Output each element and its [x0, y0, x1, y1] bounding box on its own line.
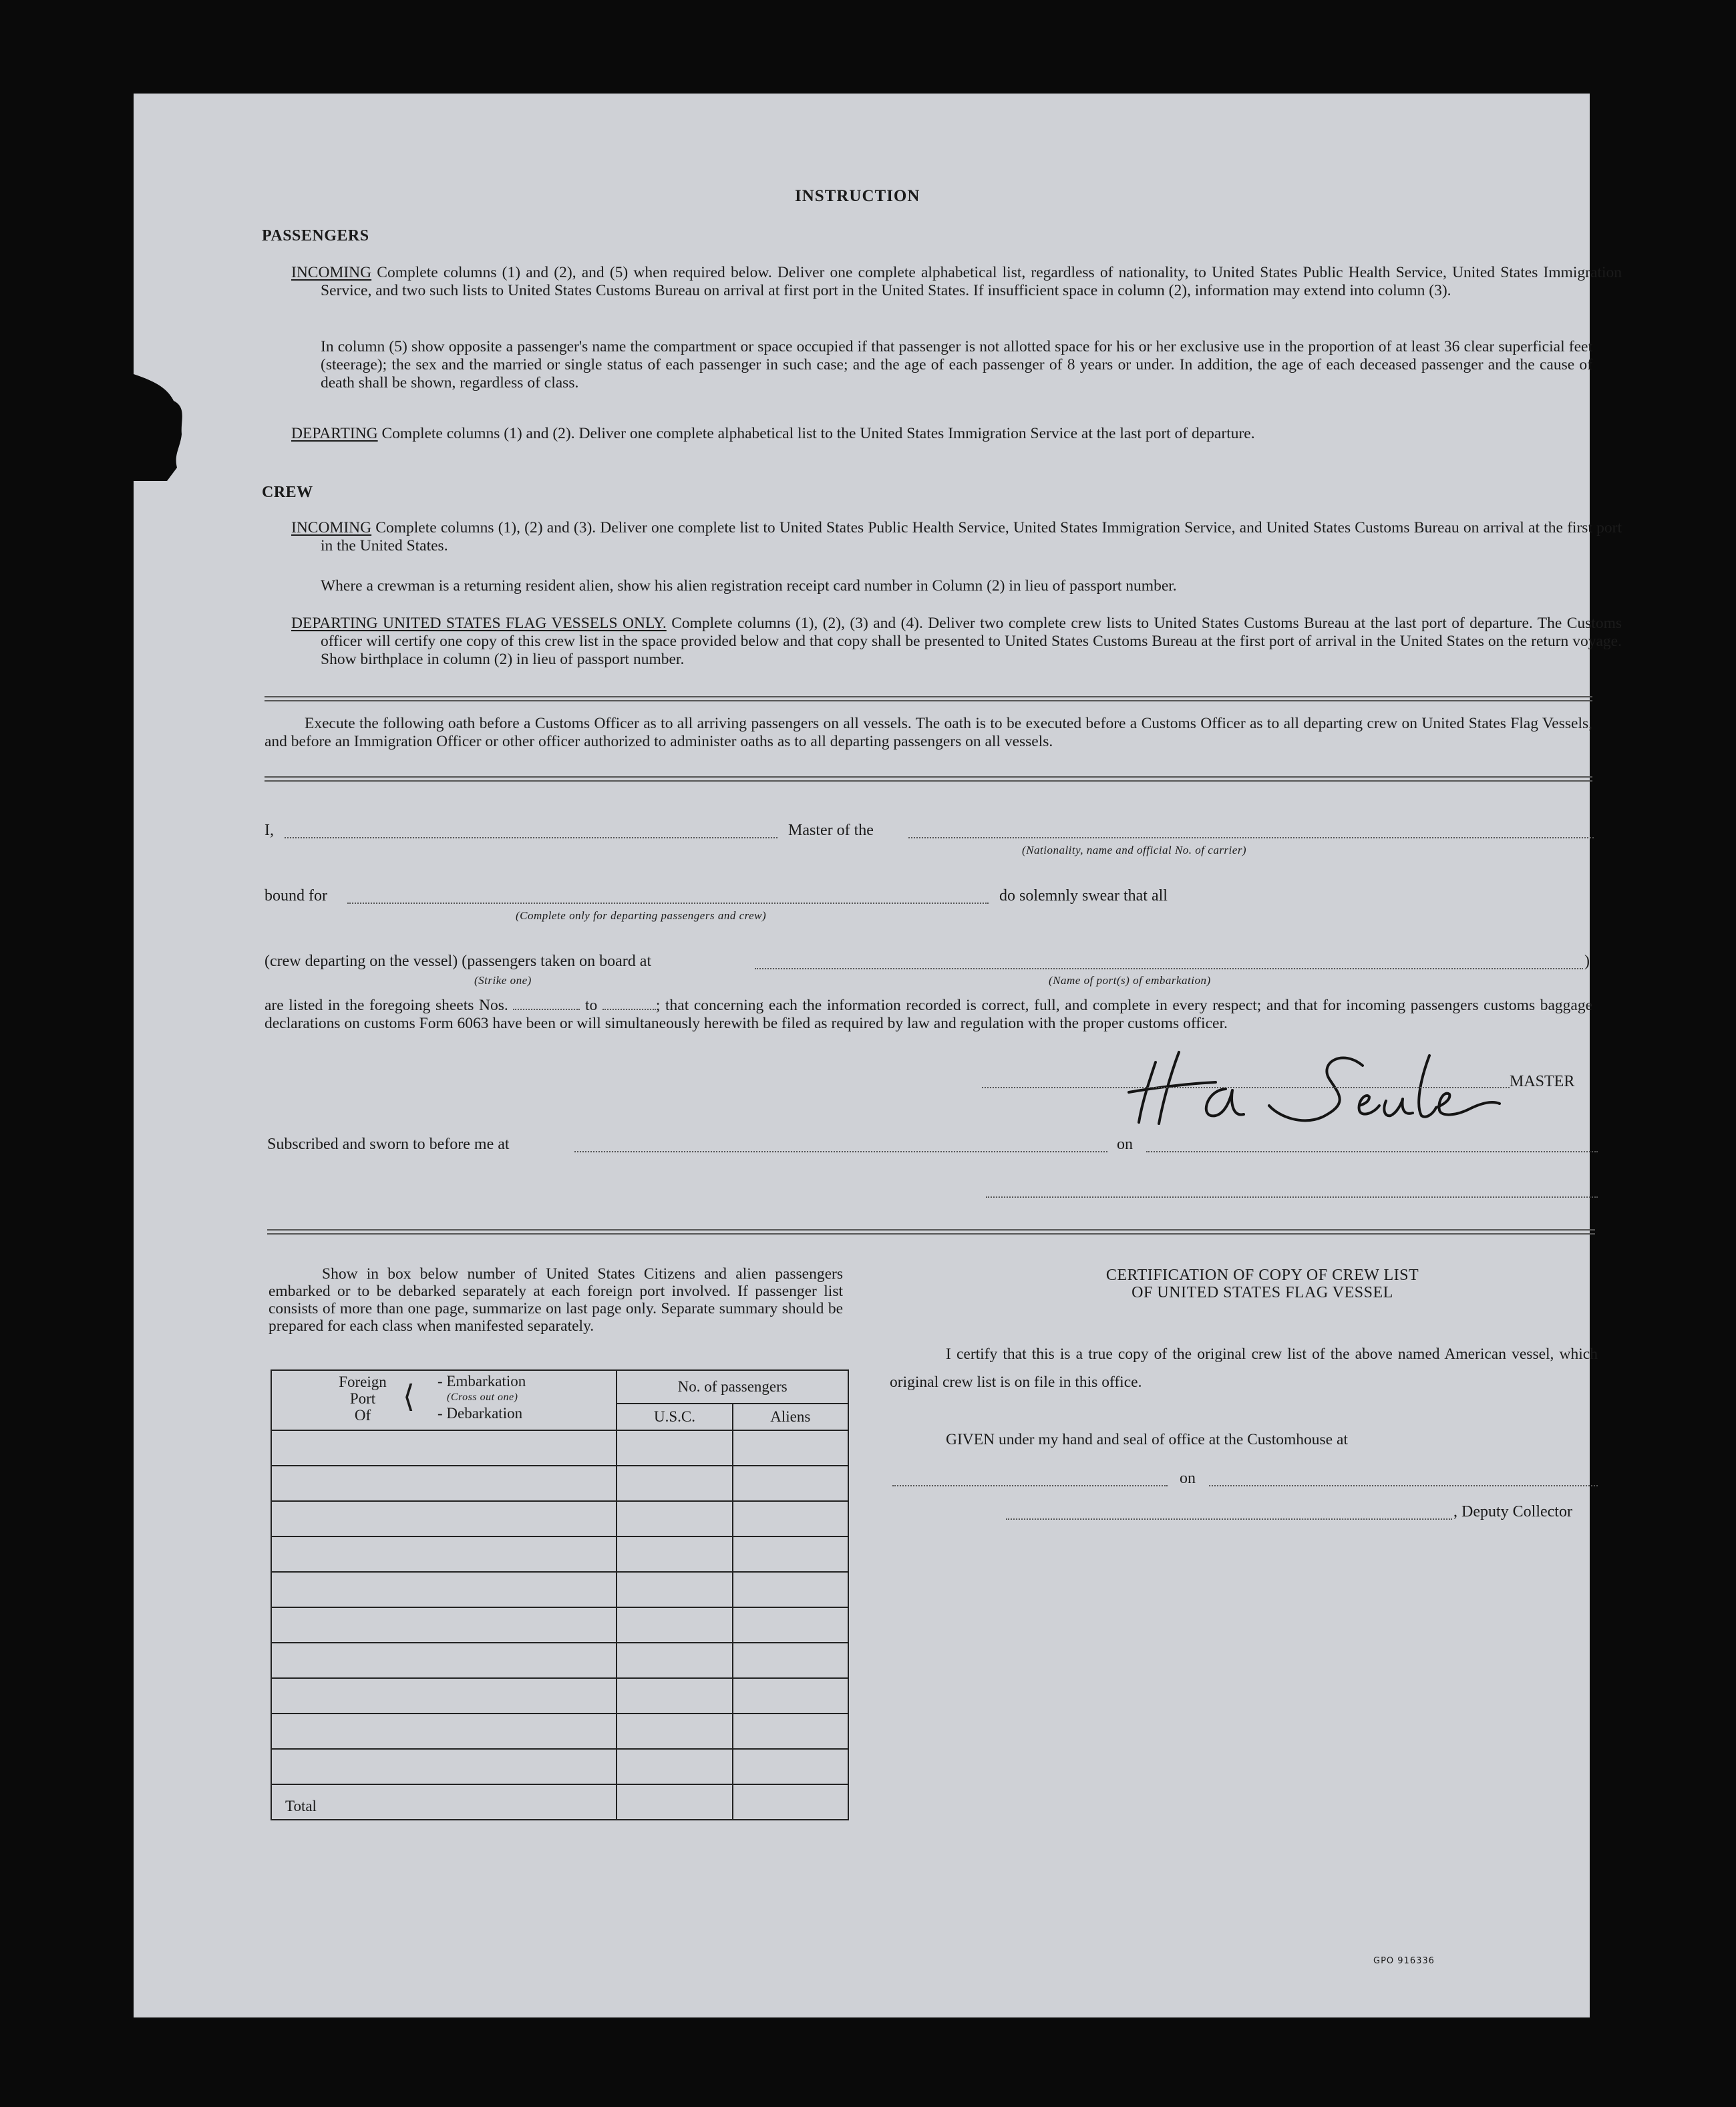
embarkation-label: - Embarkation	[438, 1373, 526, 1390]
port-cell[interactable]	[271, 1430, 617, 1466]
summary-instructions: Show in box below number of United States Citizens and alien passengers embarked or to be debarked separately at each foreign port involved. If passenger list consists of more than one page, summarize on last page only. Separate summary should be prepared for each class when manifested separately.	[269, 1265, 843, 1335]
foreign-label: Foreign	[339, 1373, 387, 1390]
passengers-departing-paragraph	[291, 425, 1622, 443]
master-signature-line[interactable]	[982, 1087, 1510, 1088]
strike-caption: (Strike one)	[474, 974, 532, 987]
usc-cell[interactable]	[617, 1466, 732, 1501]
usc-cell[interactable]	[617, 1607, 732, 1643]
certification-heading-line2: OF UNITED STATES FLAG VESSEL	[1132, 1284, 1393, 1301]
aliens-total-cell[interactable]	[733, 1784, 848, 1820]
port-cell[interactable]	[271, 1536, 617, 1572]
passengers-heading: PASSENGERS	[262, 227, 369, 245]
form-page	[134, 94, 1622, 2017]
instruction-title: INSTRUCTION	[795, 187, 920, 205]
port-cell[interactable]	[271, 1501, 617, 1536]
total-row	[271, 1784, 848, 1820]
deputy-signature-field[interactable]	[1006, 1518, 1452, 1520]
usc-cell[interactable]	[617, 1572, 732, 1607]
divider	[267, 1229, 1595, 1235]
port-label: Port	[349, 1390, 376, 1407]
table-row	[271, 1678, 848, 1714]
torn-edge	[127, 374, 194, 481]
embarkation-port-field[interactable]	[755, 968, 1583, 969]
officer-signature-field[interactable]	[986, 1196, 1598, 1198]
usc-cell[interactable]	[617, 1501, 732, 1536]
table-row	[271, 1714, 848, 1749]
oath-instructions: Execute the following oath before a Customs Officer as to all arriving passengers on all vessels. The oath is to be executed before a Customs Officer as to all departing crew on United States Flag Vessels, and before an Immigration Officer or other officer authorized to administer oaths as to all departing passengers on all vessels.	[265, 715, 1592, 750]
port-cell[interactable]	[271, 1466, 617, 1501]
sworn-date-field[interactable]	[1146, 1151, 1598, 1152]
table-row	[271, 1643, 848, 1678]
crew-departing-text: Complete columns (1), (2), (3) and (4). Deliver two complete crew lists to United States Customs Bureau at the last port of departure. The Customs officer will certify one copy of this crew list in the space provided below and that copy shall be presented to United States Customs Bureau at the first port of arrival in the United States on the return voyage. Show birthplace in column (2) in lieu of passport number.	[321, 615, 1622, 668]
aliens-header: Aliens	[733, 1404, 848, 1430]
port-cell[interactable]	[271, 1678, 617, 1714]
table-row	[271, 1466, 848, 1501]
aliens-cell[interactable]	[733, 1643, 848, 1678]
certification-heading	[982, 1267, 1543, 1301]
crew-incoming-label: INCOMING	[291, 519, 372, 536]
master-label: MASTER	[1510, 1073, 1575, 1090]
usc-cell[interactable]	[617, 1714, 732, 1749]
port-cell[interactable]	[271, 1643, 617, 1678]
master-signature	[1055, 1042, 1516, 1136]
crew-choice-label: (crew departing on the vessel) (passengers taken on board at	[265, 953, 652, 970]
oath-i-label: I,	[265, 822, 274, 839]
passengers-incoming-paragraph	[291, 264, 1622, 300]
usc-cell[interactable]	[617, 1749, 732, 1784]
table-row	[271, 1607, 848, 1643]
table-row	[271, 1572, 848, 1607]
port-cell[interactable]	[271, 1714, 617, 1749]
bound-for-field[interactable]	[347, 903, 989, 904]
certification-date-field[interactable]	[1209, 1485, 1598, 1486]
listed-rest: ; that concerning each the information recorded is correct, full, and complete in every respect; and that for incoming passengers customs baggage declarations on customs Form 6063 have been or will simultaneously herewith be filed as required by law and regulation with the proper customs officer.	[265, 997, 1593, 1032]
usc-cell[interactable]	[617, 1678, 732, 1714]
table-row	[271, 1501, 848, 1536]
customhouse-field[interactable]	[892, 1485, 1168, 1486]
aliens-cell[interactable]	[733, 1536, 848, 1572]
to-label: to	[584, 997, 598, 1014]
usc-cell[interactable]	[617, 1643, 732, 1678]
usc-header: U.S.C.	[617, 1404, 732, 1430]
usc-cell[interactable]	[617, 1430, 732, 1466]
aliens-cell[interactable]	[733, 1466, 848, 1501]
usc-cell[interactable]	[617, 1536, 732, 1572]
port-cell[interactable]	[271, 1572, 617, 1607]
table-row	[271, 1536, 848, 1572]
bound-for-label: bound for	[265, 887, 327, 905]
of-label: Of	[354, 1407, 371, 1424]
subscribed-place-field[interactable]	[574, 1151, 1107, 1152]
cross-out-caption: (Cross out one)	[447, 1392, 518, 1403]
crew-departing-paragraph	[291, 615, 1622, 669]
aliens-cell[interactable]	[733, 1501, 848, 1536]
sheet-to-field[interactable]	[602, 1009, 656, 1010]
debarkation-label: - Debarkation	[438, 1405, 523, 1422]
aliens-cell[interactable]	[733, 1714, 848, 1749]
given-paragraph: GIVEN under my hand and seal of office at the Customhouse at	[946, 1431, 1348, 1448]
sworn-on-label: on	[1117, 1136, 1133, 1153]
port-caption: (Name of port(s) of embarkation)	[1049, 974, 1211, 987]
subscribed-label: Subscribed and sworn to before me at	[267, 1136, 510, 1153]
passenger-summary-table	[271, 1369, 849, 1820]
brace-icon: ⟨	[403, 1380, 415, 1414]
aliens-cell[interactable]	[733, 1607, 848, 1643]
passengers-incoming-text: Complete columns (1) and (2), and (5) when required below. Deliver one complete alphabetical list, regardless of nationality, to United States Public Health Service, United States Immigration Service, and two such lists to United States Customs Bureau on arrival at first port in the United States. If insufficient space in column (2), information may extend into column (3).	[321, 264, 1622, 299]
crew-departing-label: DEPARTING UNITED STATES FLAG VESSELS ONLY.	[291, 615, 667, 632]
carrier-field[interactable]	[908, 837, 1594, 838]
certify-paragraph: I certify that this is a true copy of the original crew list of the above named American vessel, which original crew list is on file in this office.	[890, 1345, 1598, 1391]
crewman-paragraph: Where a crewman is a returning resident alien, show his alien registration receipt card number in Column (2) in lieu of passport number.	[321, 577, 1177, 595]
column5-paragraph: In column (5) show opposite a passenger's name the compartment or space occupied if that passenger is not allotted space for his or her exclusive use in the proportion of at least 36 clear superficial feet (steerage); the sex and the married or single status of each passenger in such case; and the age of each passenger of 8 years or under. In addition, the age of each deceased passenger and the cause of death shall be shown, regardless of class.	[321, 338, 1592, 391]
nationality-caption: (Nationality, name and official No. of carrier)	[1022, 844, 1247, 856]
aliens-cell[interactable]	[733, 1749, 848, 1784]
crew-heading: CREW	[262, 484, 313, 501]
port-cell[interactable]	[271, 1607, 617, 1643]
gpo-code: GPO 916336	[1373, 1956, 1435, 1966]
certification-heading-line1: CERTIFICATION OF COPY OF CREW LIST	[1105, 1267, 1419, 1284]
summary-rows	[271, 1430, 848, 1820]
listed-paragraph	[265, 997, 1592, 1033]
sheet-from-field[interactable]	[513, 1009, 580, 1010]
certification-on-label: on	[1180, 1470, 1196, 1487]
passengers-departing-text: Complete columns (1) and (2). Deliver one complete alphabetical list to the United States Immigration Service at the last port of departure.	[377, 425, 1255, 442]
crew-incoming-paragraph	[291, 519, 1622, 555]
port-cell[interactable]	[271, 1749, 617, 1784]
aliens-cell[interactable]	[733, 1572, 848, 1607]
master-of-label: Master of the	[788, 822, 874, 839]
usc-total-cell[interactable]	[617, 1784, 732, 1820]
table-row	[271, 1749, 848, 1784]
deputy-collector-label: , Deputy Collector	[1453, 1503, 1572, 1520]
bound-caption: (Complete only for departing passengers and crew)	[516, 909, 767, 922]
total-label: Total	[271, 1784, 617, 1820]
close-paren: )	[1584, 953, 1590, 970]
swear-label: do solemnly swear that all	[999, 887, 1168, 905]
passengers-incoming-label: INCOMING	[291, 264, 372, 281]
divider	[265, 696, 1592, 701]
port-header	[271, 1370, 617, 1430]
table-row	[271, 1430, 848, 1466]
listed-label: are listed in the foregoing sheets Nos.	[265, 997, 508, 1014]
divider	[265, 776, 1592, 782]
crew-incoming-text: Complete columns (1), (2) and (3). Deliver one complete list to United States Public Health Service, United States Immigration Service, and United States Customs Bureau on arrival at the first port in the United States.	[321, 519, 1622, 554]
aliens-cell[interactable]	[733, 1678, 848, 1714]
passengers-departing-label: DEPARTING	[291, 425, 378, 442]
no-of-passengers-header: No. of passengers	[617, 1370, 848, 1404]
aliens-cell[interactable]	[733, 1430, 848, 1466]
master-name-field[interactable]	[285, 837, 777, 838]
